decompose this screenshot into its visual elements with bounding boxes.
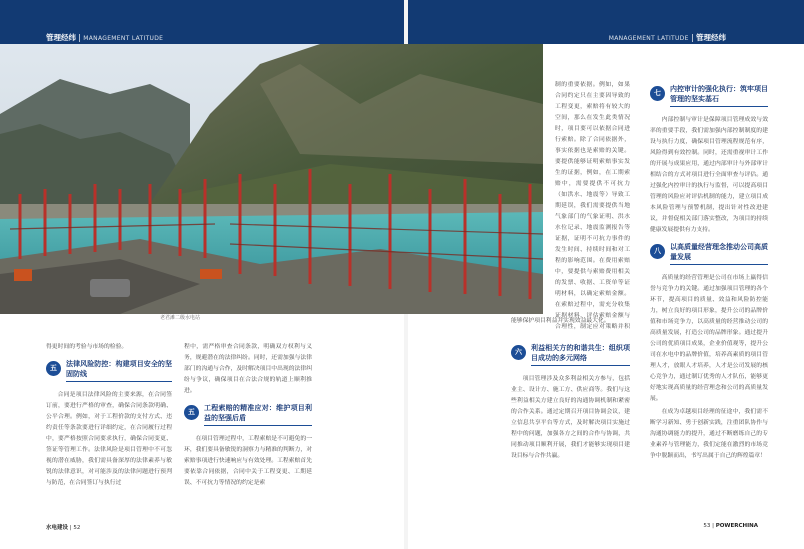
section-heading bbox=[650, 84, 768, 107]
paragraph: 在成为卓越项目经理的征途中，我们需不断学习新知、勇于创新实践，注重团队协作与沟通协调能力的提升，通过不断磨练自己的专业素养与管理能力，我们定能在激烈的市场竞争中脱颖而出，书写出属于自己的辉煌篇章！ bbox=[650, 409, 768, 459]
section-number-badge: 五 bbox=[184, 405, 199, 420]
paragraph: 制的重要依据。例如，如果合同约定只在主要因导致的工程变更，索赔将有较大的空间，那么在发生此类情况时，项目要可以依据合同进行索赔。除了合同依据外，事实依据也是索赔的关键。要提供能够证明索赔事实发生的证据，例如，在工期索赔中，需要提供不可抗力（如洪水、地震等）导致工期延误，我们需要提供当地气象部门的气象证明、洪水水位记录、地震监测报告等证据，证明不可抗力事件的发生时间、持续时间和对工程的影响范围。在费用索赔中，要提供与索赔费用相关的发票、收据、工资单等证明材料，以确定索赔金额。在索赔过程中，需充分收集证据材料，评估索赔金额与合理性，制定应对策略并积 bbox=[555, 82, 630, 330]
paragraph: 合同是项目法律风险的主要来源，在合同签订前，要进行严格的审查，确保合同条款明确、公平合理。例如，对于工程价款的支付方式、违约责任等条款要进行详细约定，在合同履行过程中，要严格按照合同要求执行，确保合同变更、签证等管理工作。法律风险是项目管理中不可忽视的潜在威胁，我们需具备深厚的法律素养与敏锐的法律意识，对可能涉及的法律问题进行预判与防范，在合同签订与执行过 bbox=[46, 392, 172, 486]
section-number-badge: 五 bbox=[46, 361, 61, 376]
left-page-header bbox=[0, 0, 404, 44]
section-heading bbox=[184, 403, 312, 426]
section-number-badge: 八 bbox=[650, 244, 665, 259]
right-footer: 53 | POWERCHINA bbox=[703, 523, 758, 529]
section-title: 工程索赔的精准应对：维护项目利益的坚强后盾 bbox=[204, 403, 312, 426]
section-heading bbox=[46, 359, 172, 382]
text-column-mid-tail bbox=[511, 316, 630, 336]
paragraph: 能够保护项目利益并实现效益最大化。 bbox=[511, 318, 610, 324]
section-heading bbox=[650, 242, 768, 265]
section-title: 法律风险防控：构建项目安全的坚固防线 bbox=[66, 359, 172, 382]
section-title: 内控审计的强化执行：筑牢项目管理的坚实基石 bbox=[670, 84, 768, 107]
section-6 bbox=[511, 337, 630, 512]
text-column-right bbox=[650, 78, 768, 518]
paragraph: 在项目管理过程中，工程索赔是不可避免的一环，我们要具备敏锐的洞察力与精准的判断力，对索赔事项进行快速响应与有效处理。工程索赔首先要依靠合同依据，合同中关于工程变更、工期延误、不可抗力等情况的约定是索 bbox=[184, 436, 312, 486]
paragraph: 得更时间的考验与市场的检验。 bbox=[46, 344, 128, 350]
hydropower-site-photo bbox=[0, 44, 543, 314]
section-number-badge: 七 bbox=[650, 86, 665, 101]
paragraph: 项目管理涉及众多利益相关方参与，包括业主、设计方、施工方、供应商等。我们与这些利益相关方建立良好的沟通协调机制和紧密的合作关系。通过定期召开项目协调会议，建立信息共享平台等方式，及时解决项目实施过程中的问题，加强各方之间的合作与协调，共同推动项目顺利开展，我们才能够实现项目建设目标与合作共赢。 bbox=[511, 376, 630, 459]
photo-illustration bbox=[0, 44, 543, 314]
paragraph: 内部控制与审计是保障项目管理成效与效率的重要手段，我们需加强内部控制制度的建设与执行力度，确保项目管理流程规范有序，风险得到有效控制。同时，还需重视审计工作的开展与成果应用，通过内部审计与外部审计相结合的方式对项目进行全面审查与评估。通过强化内控审计的执行与监督，可以提高项目管理的风险应对评估机制的能力，建立项目成本风险管理与预警机制，提出针对性改进建议，并督促相关部门落实整改，为项目的持续健康发展提供有力支持。 bbox=[650, 117, 768, 233]
left-footer: 水电建设 | 52 bbox=[46, 525, 81, 531]
right-header-label: MANAGEMENT LATITUDE | 管理经纬 bbox=[608, 33, 726, 42]
left-header-label: 管理经纬 | MANAGEMENT LATITUDE bbox=[46, 33, 164, 42]
photo-caption: 老君滩二级水电站 bbox=[160, 315, 201, 321]
text-column-mid-top bbox=[555, 80, 630, 330]
section-number-badge: 六 bbox=[511, 345, 526, 360]
right-page-header bbox=[408, 0, 804, 44]
section-heading bbox=[511, 343, 630, 366]
text-column-left bbox=[46, 342, 172, 520]
paragraph: 程中，需严格审查合同条款，明确双方权利与义务，规避潜在的法律纠纷。同时，还需加强与法律部门的沟通与合作，及时解决项目中出现的法律纠纷与争议，确保项目在合法合规的轨道上顺利推进。 bbox=[184, 344, 312, 394]
paragraph: 高质量的经营管理是公司在市场上赢得信誉与竞争力的关键。通过加强项目管理的各个环节，提高项目的质量、效益和风险防控能力，树立良好的项目形象，提升公司的品牌价值和市场竞争力，以高质量的经营推动公司的高质量发展，打造公司的品牌形象。通过提升公司的优质项目成果，企业价值观等，提升公司在水电中的品牌价值，培养高素质的项目管理人才，放眼人才培养，人才是公司发展的核心竞争力，通过制订优秀的人才队伍，能够更好地实现高质量的经营理念和公司的高质量发展。 bbox=[650, 275, 768, 402]
section-title: 以高质量经营理念推动公司高质量发展 bbox=[670, 242, 768, 265]
section-title: 利益相关方的和谐共生：组织项目成功的多元网络 bbox=[531, 343, 630, 366]
text-column-center bbox=[184, 342, 312, 520]
